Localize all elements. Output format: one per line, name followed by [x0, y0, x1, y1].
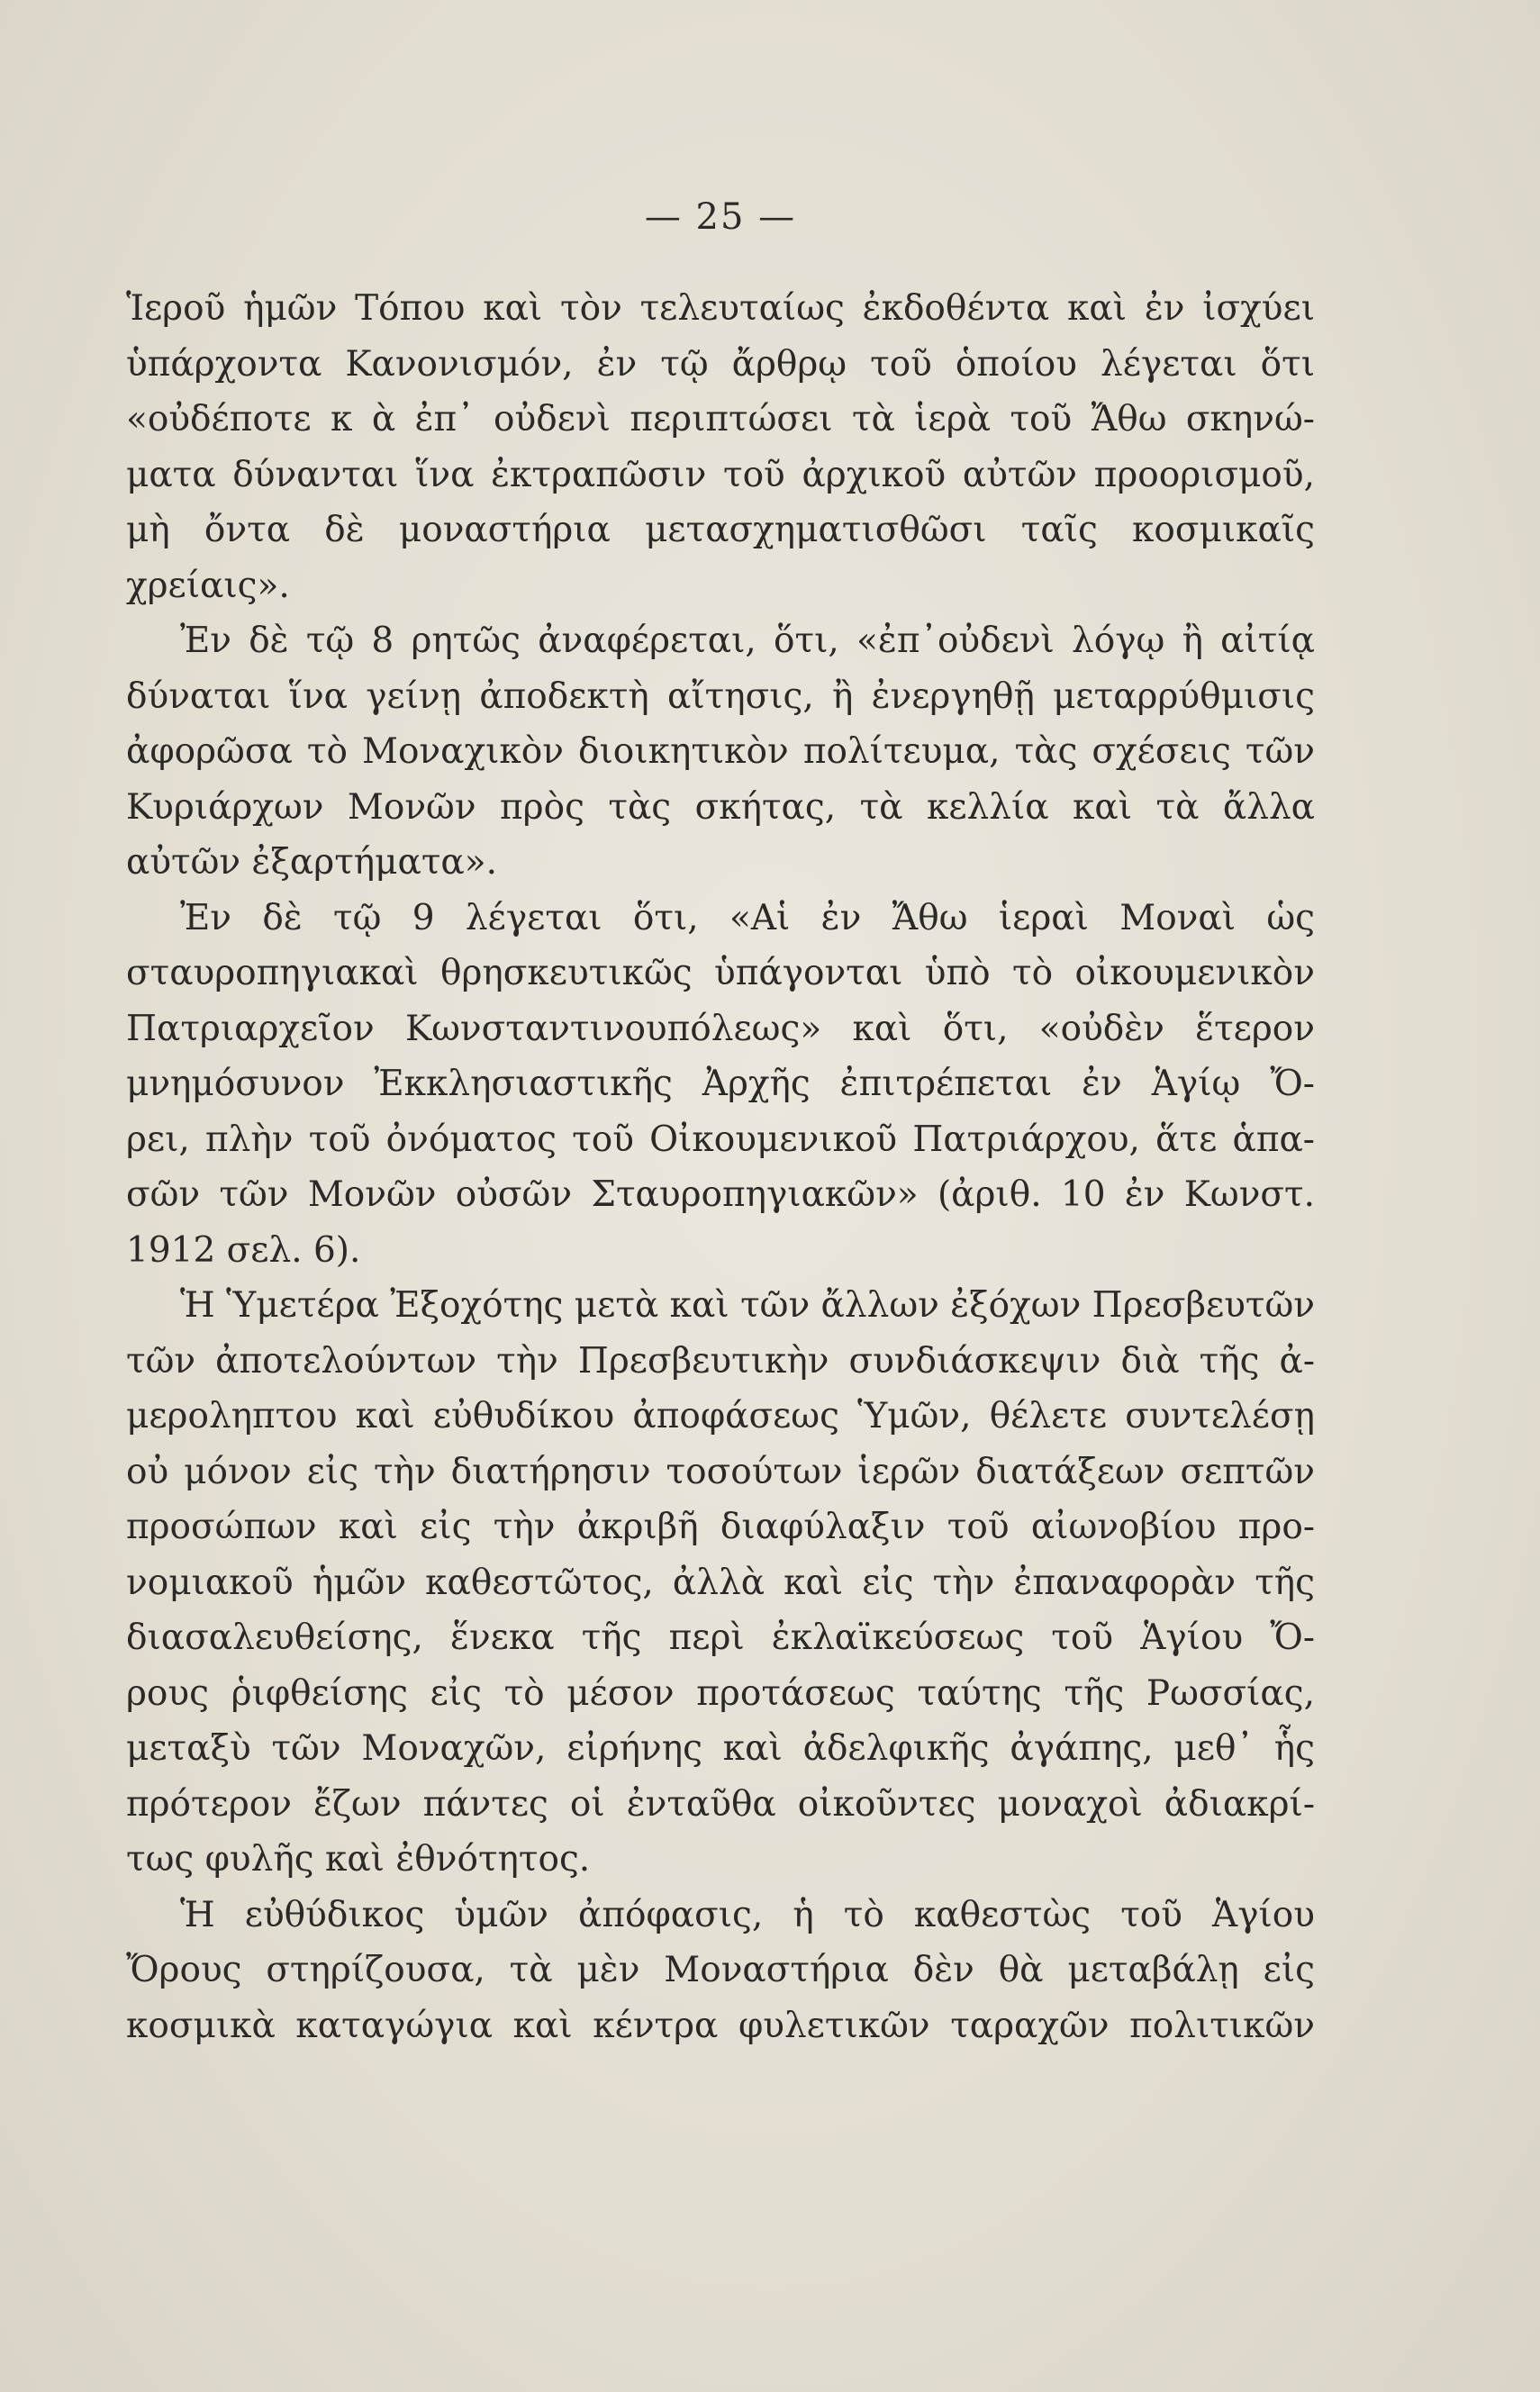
text-line: διασαλευθείσης, ἕνεκα τῆς περὶ ἐκλαϊκεύσεως τοῦ Ἁγίου Ὄ-: [126, 1617, 1315, 1658]
text-line: ὑπάρχοντα Κανονισμόν, ἐν τῷ ἄρθρῳ τοῦ ὁποίου λέγεται ὅτι: [126, 343, 1315, 385]
text-line: κοσμικὰ καταγώγια καὶ κέντρα φυλετικῶν ταραχῶν πολιτικῶν: [126, 2005, 1315, 2046]
text-line: τῶν ἀποτελούντων τὴν Πρεσβευτικὴν συνδιάσκεψιν διὰ τῆς ἀ-: [126, 1340, 1315, 1382]
text-line: Πατριαρχεῖον Κωνσταντινουπόλεως» καὶ ὅτι, «οὐδὲν ἕτερον: [126, 1008, 1315, 1049]
text-line: ματα δύνανται ἵνα ἐκτραπῶσιν τοῦ ἀρχικοῦ αὐτῶν προορισμοῦ,: [126, 454, 1315, 495]
text-line: πρότερον ἔζων πάντες οἱ ἐνταῦθα οἰκοῦντες μοναχοὶ ἀδιακρί-: [126, 1783, 1315, 1825]
text-line: σῶν τῶν Μονῶν οὐσῶν Σταυροπηγιακῶν» (ἀριθ. 10 ἐν Κωνστ.: [126, 1174, 1315, 1215]
text-line: 1912 σελ. 6).: [126, 1229, 361, 1271]
text-line: Ἡ Ὑμετέρα Ἐξοχότης μετὰ καὶ τῶν ἄλλων ἐξόχων Πρεσβευτῶν: [180, 1285, 1315, 1326]
text-line: τως φυλῆς καὶ ἐθνότητος.: [126, 1839, 591, 1880]
text-line: Ἱεροῦ ἡμῶν Τόπου καὶ τὸν τελευταίως ἐκδοθέντα καὶ ἐν ἰσχύει: [126, 288, 1315, 329]
text-line: Ἐν δὲ τῷ 8 ρητῶς ἀναφέρεται, ὅτι, «ἐπ᾽οὐδενὶ λόγῳ ἢ αἰτίᾳ: [180, 621, 1315, 661]
text-line: χρείαις».: [126, 565, 290, 606]
text-line: δύναται ἵνα γείνῃ ἀποδεκτὴ αἴτησις, ἢ ἐνεργηθῇ μεταρρύθμισις: [126, 675, 1315, 717]
page-number: — 25 —: [644, 196, 797, 238]
text-line: Ἡ εὐθύδικος ὑμῶν ἀπόφασις, ἡ τὸ καθεστὼς τοῦ Ἁγίου: [180, 1894, 1315, 1935]
text-line: ἀφορῶσα τὸ Μοναχικὸν διοικητικὸν πολίτευμα, τὰς σχέσεις τῶν: [126, 731, 1315, 772]
text-line: «οὐδέποτε κ ὰ ἐπ᾽ οὐδενὶ περιπτώσει τὰ ἱερὰ τοῦ Ἄθω σκηνώ-: [126, 399, 1315, 439]
text-line: ρους ῥιφθείσης εἰς τὸ μέσον προτάσεως ταύτης τῆς Ρωσσίας,: [126, 1672, 1315, 1714]
text-line: νομιακοῦ ἡμῶν καθεστῶτος, ἀλλὰ καὶ εἰς τὴν ἐπαναφορὰν τῆς: [126, 1562, 1315, 1603]
body-text: [126, 281, 1315, 2053]
text-line: Ὄρους στηρίζουσα, τὰ μὲν Μοναστήρια δὲν θὰ μεταβάλῃ εἰς: [126, 1950, 1315, 1990]
text-line: σταυροπηγιακαὶ θρησκευτικῶς ὑπάγονται ὑπὸ τὸ οἰκουμενικὸν: [126, 953, 1315, 993]
text-line: μεροληπτου καὶ εὐθυδίκου ἀποφάσεως Ὑμῶν, θέλετε συντελέσῃ: [126, 1396, 1315, 1436]
text-line: προσώπων καὶ εἰς τὴν ἀκριβῆ διαφύλαξιν τοῦ αἰωνοβίου προ-: [126, 1507, 1315, 1547]
text-line: οὐ μόνον εἰς τὴν διατήρησιν τοσούτων ἱερῶν διατάξεων σεπτῶν: [126, 1451, 1315, 1492]
text-line: μὴ ὄντα δὲ μοναστήρια μετασχηματισθῶσι ταῖς κοσμικαῖς: [126, 510, 1315, 550]
text-line: Ἐν δὲ τῷ 9 λέγεται ὅτι, «Αἱ ἐν Ἄθω ἱεραὶ Μοναὶ ὡς: [180, 897, 1315, 938]
text-line: μνημόσυνον Ἐκκλησιαστικῆς Ἀρχῆς ἐπιτρέπεται ἐν Ἁγίῳ Ὄ-: [126, 1064, 1315, 1104]
text-line: ρει, πλὴν τοῦ ὀνόματος τοῦ Οἰκουμενικοῦ Πατριάρχου, ἅτε ἁπα-: [126, 1119, 1315, 1160]
text-line: μεταξὺ τῶν Μοναχῶν, εἰρήνης καὶ ἀδελφικῆς ἀγάπης, μεθ᾽ ἧς: [126, 1728, 1315, 1769]
text-line: Κυριάρχων Μονῶν πρὸς τὰς σκήτας, τὰ κελλία καὶ τὰ ἄλλα: [126, 786, 1315, 828]
text-line: αὐτῶν ἐξαρτήματα».: [126, 842, 497, 883]
